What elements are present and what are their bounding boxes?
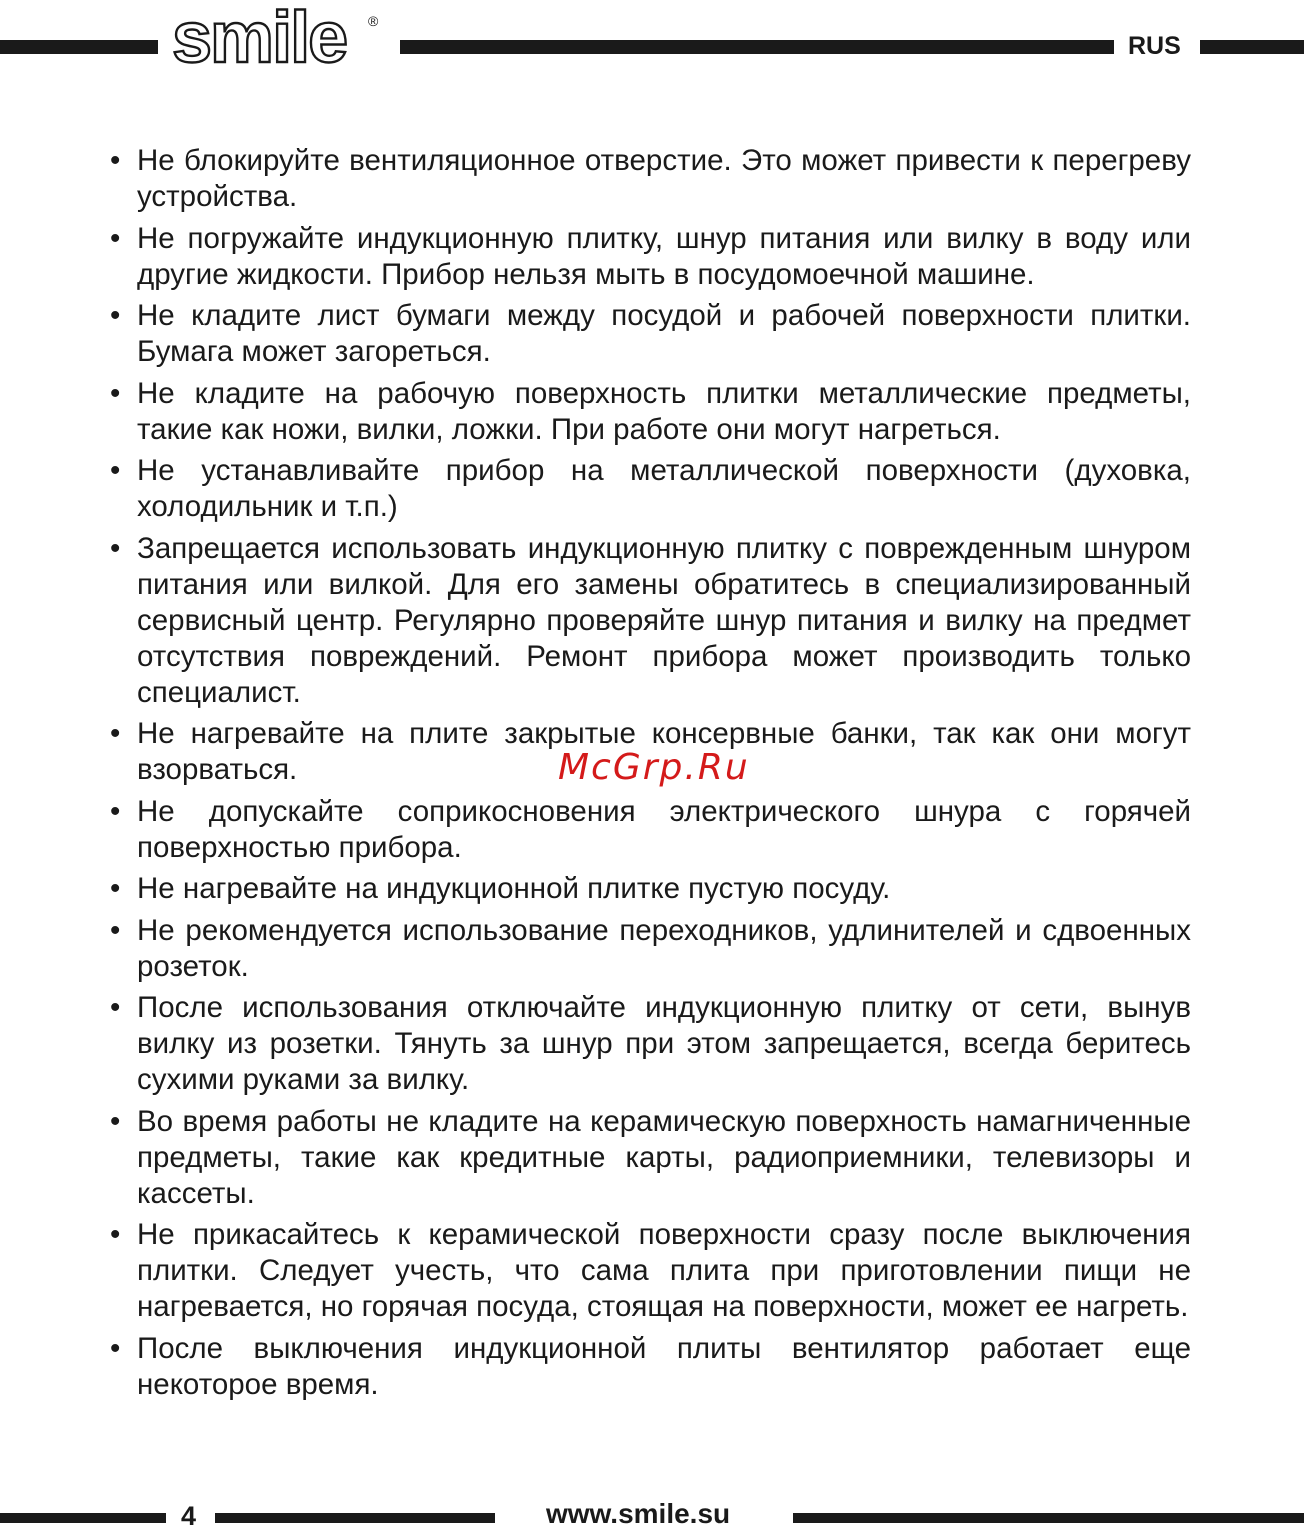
footer-rule-left [0, 1513, 166, 1523]
language-label: RUS [1128, 32, 1181, 60]
list-item: • Во время работы не кладите на керамическую поверхность намагниченные предметы, такие как кредитные карты, радиоприемники, телевизоры и кассеты. [110, 1104, 1191, 1212]
footer-rule-right [793, 1513, 1304, 1523]
header-rule-left [0, 40, 158, 54]
list-item: • Не нагревайте на плите закрытые консервные банки, так как они могут взорваться. [110, 716, 1191, 788]
page-number: 4 [181, 1501, 197, 1531]
list-item: • Запрещается использовать индукционную плитку с поврежденным шнуром питания или вилкой. Для его замены обратитесь в специализированный сервисный центр. Регулярно проверяйте шнур питания и вилку на предмет отсутствия повреждений. Ремонт прибора может производить только специалист. [110, 531, 1191, 711]
header-rule-right [1200, 40, 1304, 54]
list-item: • Не рекомендуется использование переходников, удлинителей и сдвоенных розеток. [110, 913, 1191, 985]
svg-text:smile: smile [172, 2, 347, 70]
list-item: • Не блокируйте вентиляционное отверстие. Это может привести к перегреву устройства. [110, 143, 1191, 215]
smile-logo [166, 2, 386, 70]
watermark: McGrp.Ru [558, 747, 750, 788]
header-rule-middle [400, 40, 1114, 54]
svg-text:®: ® [368, 13, 379, 29]
list-item: • Не допускайте соприкосновения электрического шнура с горячей поверхностью прибора. [110, 794, 1191, 866]
list-item: • Не кладите лист бумаги между посудой и рабочей поверхности плитки. Бумага может загореться. [110, 298, 1191, 370]
list-item: • После выключения индукционной плиты вентилятор работает еще некоторое время. [110, 1331, 1191, 1403]
list-item: • Не устанавливайте прибор на металлической поверхности (духовка, холодильник и т.п.) [110, 453, 1191, 525]
list-item: • Не прикасайтесь к керамической поверхности сразу после выключения плитки. Следует учесть, что сама плита при приготовлении пищи не нагревается, но горячая посуда, стоящая на поверхности, может ее нагреть. [110, 1217, 1191, 1325]
footer-rule-middle [215, 1513, 495, 1523]
list-item: • Не погружайте индукционную плитку, шнур питания или вилку в воду или другие жидкости. Прибор нельзя мыть в посудомоечной машине. [110, 221, 1191, 293]
list-item: • Не нагревайте на индукционной плитке пустую посуду. [110, 871, 1191, 907]
list-item: • Не кладите на рабочую поверхность плитки металлические предметы, такие как ножи, вилки, ложки. При работе они могут нагреться. [110, 376, 1191, 448]
website-link[interactable]: www.smile.su [546, 1498, 731, 1529]
list-item: • После использования отключайте индукционную плитку от сети, вынув вилку из розетки. Тянуть за шнур при этом запрещается, всегда беритесь сухими руками за вилку. [110, 990, 1191, 1098]
